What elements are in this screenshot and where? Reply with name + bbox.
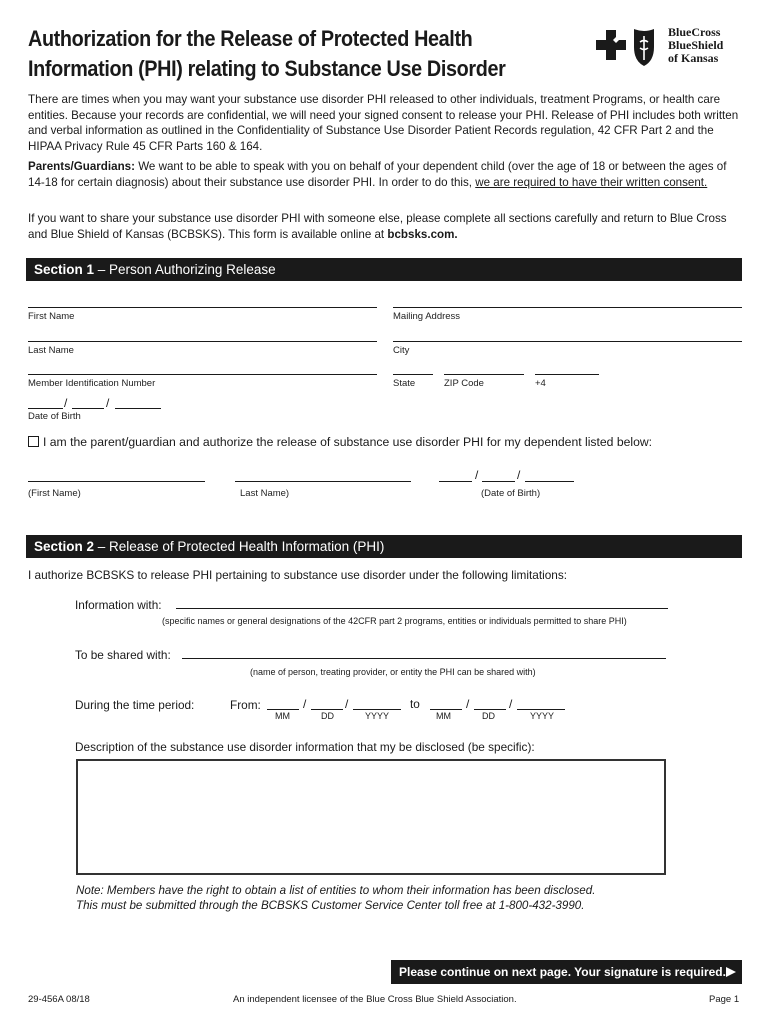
dependent-last-name-field[interactable] [235, 481, 411, 482]
note-line1: Note: Members have the right to obtain a list of entities to whom their information has been disclosed. [76, 884, 596, 897]
dob-slash-1: / [64, 396, 68, 410]
to-month-field[interactable] [430, 709, 462, 710]
dependent-dob-day-field[interactable] [482, 481, 515, 482]
first-name-field[interactable] [28, 307, 377, 308]
parents-text: We want to be able to speak with you on behalf of your dependent child (over the age of 18 or between the ages of 14-18 for certain diagnosis) about their substance use disorder PHI. In order to do this, [28, 160, 727, 189]
bcbs-logo [596, 26, 746, 70]
shared-with-label: To be shared with: [75, 648, 171, 662]
form-title [28, 24, 505, 84]
mailing-address-label: Mailing Address [393, 311, 461, 322]
dependent-dob-month-field[interactable] [439, 481, 472, 482]
continue-banner [391, 960, 742, 984]
dob-month-field[interactable] [28, 408, 63, 409]
cross-shield-icon [596, 26, 660, 68]
first-name-label: First Name [28, 311, 75, 322]
play-arrow-icon [726, 967, 736, 977]
from-dd-label: DD [321, 711, 334, 721]
to-mm-label: MM [436, 711, 451, 721]
section2-intro: I authorize BCBSKS to release PHI pertaining to substance use disorder under the following limitations: [28, 568, 568, 582]
dependent-dob-slash-1: / [475, 468, 479, 482]
share-text: If you want to share your substance use disorder PHI with someone else, please complete all sections carefully and return to Blue Cross and Blue Shield of Kansas (BCBSKS). This form is available online at [28, 212, 727, 241]
from-slash-1: / [303, 697, 307, 711]
dependent-first-name-field[interactable] [28, 481, 205, 482]
website-link[interactable]: bcbsks.com. [387, 227, 458, 241]
info-with-field[interactable] [176, 608, 668, 609]
zip-label: ZIP Code [444, 378, 484, 389]
parents-paragraph [28, 159, 744, 190]
continue-label: Please continue on next page. Your signature is required. [399, 965, 726, 979]
form-id: 29-456A 08/18 [28, 994, 90, 1005]
section1-header [26, 258, 742, 281]
to-year-field[interactable] [517, 709, 565, 710]
dob-year-field[interactable] [115, 408, 161, 409]
mailing-address-field[interactable] [393, 307, 742, 308]
member-id-field[interactable] [28, 374, 377, 375]
zip-plus4-field[interactable] [535, 374, 599, 375]
dependent-dob-year-field[interactable] [525, 481, 574, 482]
from-label: From: [230, 698, 261, 712]
description-textarea[interactable] [76, 759, 666, 875]
form-title-line2: Information (PHI) relating to Substance Use Disorder [28, 56, 506, 81]
city-label: City [393, 345, 410, 356]
dob-label: Date of Birth [28, 411, 81, 422]
note-line2: This must be submitted through the BCBSKS Customer Service Center toll free at 1-800-432-3990. [76, 899, 585, 912]
guardian-statement: I am the parent/guardian and authorize the release of substance use disorder PHI for my dependent listed below: [43, 435, 653, 449]
zip-plus4-label: +4 [535, 378, 546, 389]
guardian-checkbox[interactable] [28, 436, 39, 447]
from-slash-2: / [345, 697, 349, 711]
dob-day-field[interactable] [72, 408, 104, 409]
members-note [76, 883, 595, 913]
from-month-field[interactable] [267, 709, 299, 710]
intro-paragraph: There are times when you may want your substance use disorder PHI released to other individuals, treatment Programs, or health care entities. Because your records are confidential, we will need your signed consent to release your PHI. Release of PHI includes both written and verbal information as outlined in the Confidentiality of Substance Use Disorder Patient Records regulation, 42 CFR Part 2 and the HIPAA Privacy Rule 45 CFR Parts 160 & 164. [28, 93, 739, 153]
logo-line3: of Kansas [668, 51, 719, 65]
city-field[interactable] [393, 341, 742, 342]
state-label: State [393, 378, 416, 389]
logo-line1: BlueCross [668, 25, 721, 39]
state-field[interactable] [393, 374, 433, 375]
member-id-label: Member Identification Number [28, 378, 156, 389]
last-name-label: Last Name [28, 345, 74, 356]
zip-field[interactable] [444, 374, 524, 375]
section2-header [26, 535, 742, 558]
from-year-field[interactable] [353, 709, 401, 710]
shared-with-field[interactable] [182, 658, 666, 659]
section2-number: Section 2 [34, 539, 95, 554]
to-slash-2: / [509, 697, 513, 711]
dob-slash-2: / [106, 396, 110, 410]
to-dd-label: DD [482, 711, 495, 721]
description-label: Description of the substance use disorder information that my be disclosed (be specific): [75, 740, 535, 754]
form-title-line1: Authorization for the Release of Protected Health [28, 26, 473, 51]
from-mm-label: MM [275, 711, 290, 721]
page-number: Page 1 [709, 994, 740, 1005]
licensee-text: An independent licensee of the Blue Cross Blue Shield Association. [233, 994, 517, 1005]
to-slash-1: / [466, 697, 470, 711]
logo-line2: BlueShield [668, 38, 724, 52]
dependent-first-name-label: (First Name) [28, 488, 81, 499]
dependent-last-name-label: Last Name) [240, 488, 290, 499]
parents-underline-text: we are required to have their written consent. [475, 175, 708, 189]
share-paragraph [28, 211, 744, 242]
dependent-dob-slash-2: / [517, 468, 521, 482]
parents-label: Parents/Guardians: [28, 160, 135, 173]
logo-text [668, 26, 723, 65]
section1-title: – Person Authorizing Release [94, 262, 276, 277]
time-period-label: During the time period: [75, 698, 195, 712]
dependent-dob-label: (Date of Birth) [481, 488, 541, 499]
info-with-hint: (specific names or general designations of the 42CFR part 2 programs, entities or individuals permitted to share PHI) [162, 616, 627, 626]
shared-with-hint: (name of person, treating provider, or entity the PHI can be shared with) [250, 667, 536, 677]
to-label: to [410, 697, 420, 711]
from-day-field[interactable] [311, 709, 343, 710]
section1-number: Section 1 [34, 262, 95, 277]
section2-title: – Release of Protected Health Information (PHI) [94, 539, 385, 554]
info-with-label: Information with: [75, 598, 162, 612]
last-name-field[interactable] [28, 341, 377, 342]
to-day-field[interactable] [474, 709, 506, 710]
to-yyyy-label: YYYY [530, 711, 555, 721]
from-yyyy-label: YYYY [365, 711, 390, 721]
